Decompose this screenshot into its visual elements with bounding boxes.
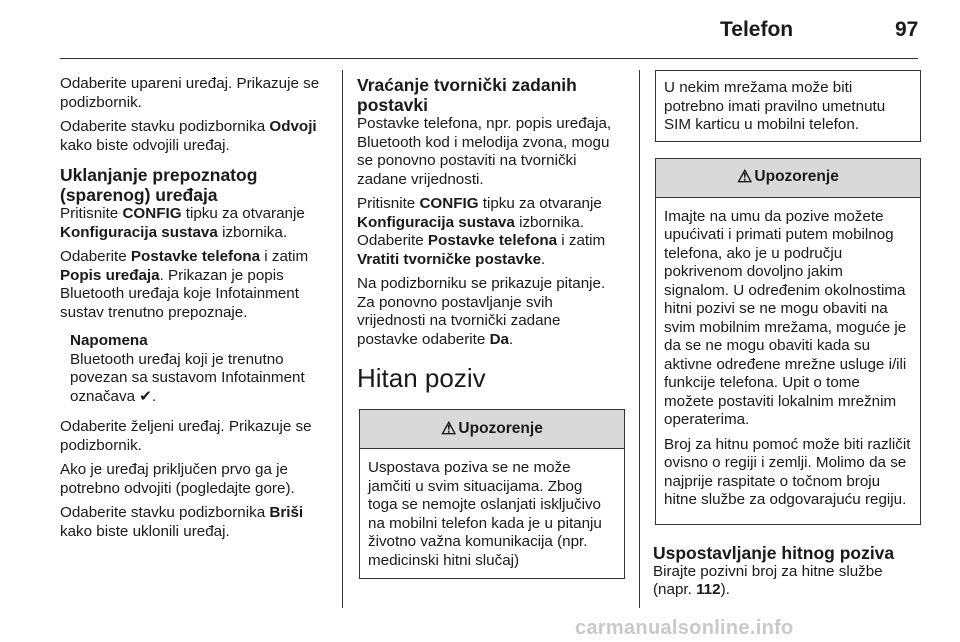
note-block [70, 332, 328, 406]
paragraph: Postavke telefona, npr. popis uređaja, Bluetooth kod i melodija zvona, mogu se ponovno postaviti na tvornički zadane vrijednosti. [357, 115, 612, 188]
paragraph: Odaberite upareni uređaj. Prikazuje se podizbornik. [60, 75, 320, 111]
section-heading-setup: Uspostavljanje hitnog poziva [653, 542, 895, 563]
paragraph: Pritisnite CONFIG tipku za otvaranje Konfiguracija sustava izbornika. Odaberite Postavke telefona i zatim Vratiti tvorničke postavke. [357, 195, 606, 268]
warning-header [360, 410, 624, 449]
column-divider [639, 70, 640, 608]
paragraph: Broj za hitnu pomoć može biti različit ovisno o regiji i zemlji. Molimo da se najprije raspitate o točnom broju hitne službe za odgovarajuću regiju. [664, 435, 911, 508]
paragraph: Odaberite stavku podizbornika Odvoji kako biste odvojili uređaj. [60, 118, 317, 154]
note-title: Napomena [70, 332, 148, 349]
warning-icon: ⚠ [737, 167, 753, 187]
paragraph: Imajte na umu da pozive možete upućivati i primati putem mobilnog telefona, ako je u području pokrivenom dovoljno jakim signalom. U određenim okolnostima hitni pozivi se ne mogu obaviti na svim mobilnim mrežama, moguće je da se ne mogu obaviti kada su aktivne određene mrežne usluge i/ili funkcije telefona. Upit o tome možete postaviti lokalnim mrežnim operaterima. [664, 207, 907, 428]
page-header [0, 0, 960, 60]
warning-title: Upozorenje [754, 168, 839, 186]
column-3 [653, 70, 921, 606]
column-1 [60, 75, 328, 547]
column-2 [357, 75, 625, 579]
info-box [655, 70, 921, 142]
note-text: Bluetooth uređaj koji je trenutno povezan sa sustavom Infotainment označava ✔. [70, 350, 305, 405]
column-divider [342, 70, 343, 608]
paragraph: Odaberite stavku podizbornika Briši kako biste uklonili uređaj. [60, 504, 304, 540]
warning-icon: ⚠ [441, 418, 457, 438]
info-text: U nekim mrežama može biti potrebno imati pravilno umetnutu SIM karticu u mobilni telefon. [664, 79, 886, 133]
paragraph: Odaberite Postavke telefona i zatim Popis uređaja. Prikazan je popis Bluetooth uređaja koje Infotainment sustav trenutno prepoznaje. [60, 248, 309, 321]
warning-box [359, 409, 625, 579]
section-heading-reset: Vraćanje tvornički zadanih postavki [357, 75, 577, 115]
paragraph: Birajte pozivni broj za hitne službe (napr. 112). [653, 562, 883, 598]
warning-body: Uspostava poziva se ne može jamčiti u svim situacijama. Zbog toga se nemojte oslanjati isključivo na mobilni telefon kada je u pitanju životno važna komunikacija (npr. medicinski hitni slučaj) [368, 459, 602, 569]
warning-box [655, 158, 921, 525]
paragraph: Na podizborniku se prikazuje pitanje. Za ponovno postavljanje svih vrijednosti na tvornički zadane postavke odaberite Da. [357, 275, 606, 348]
paragraph: Pritisnite CONFIG tipku za otvaranje Konfiguracija sustava izbornika. [60, 205, 305, 241]
warning-title: Upozorenje [458, 419, 543, 437]
section-heading-emergency: Hitan poziv [357, 363, 486, 393]
warning-header [656, 159, 920, 198]
page-number: 97 [895, 18, 919, 41]
page-title: Telefon [720, 18, 794, 41]
checkmark-icon: ✔ [139, 387, 152, 405]
watermark: carmanualsonline.info [575, 617, 794, 639]
warning-body [656, 198, 920, 524]
header-rule [60, 58, 918, 59]
paragraph: Ako je uređaj priključen prvo ga je potrebno odvojiti (pogledajte gore). [60, 461, 295, 497]
paragraph: Odaberite željeni uređaj. Prikazuje se podizbornik. [60, 418, 312, 454]
section-heading-remove: Uklanjanje prepoznatog (sparenog) uređaja [60, 165, 258, 205]
